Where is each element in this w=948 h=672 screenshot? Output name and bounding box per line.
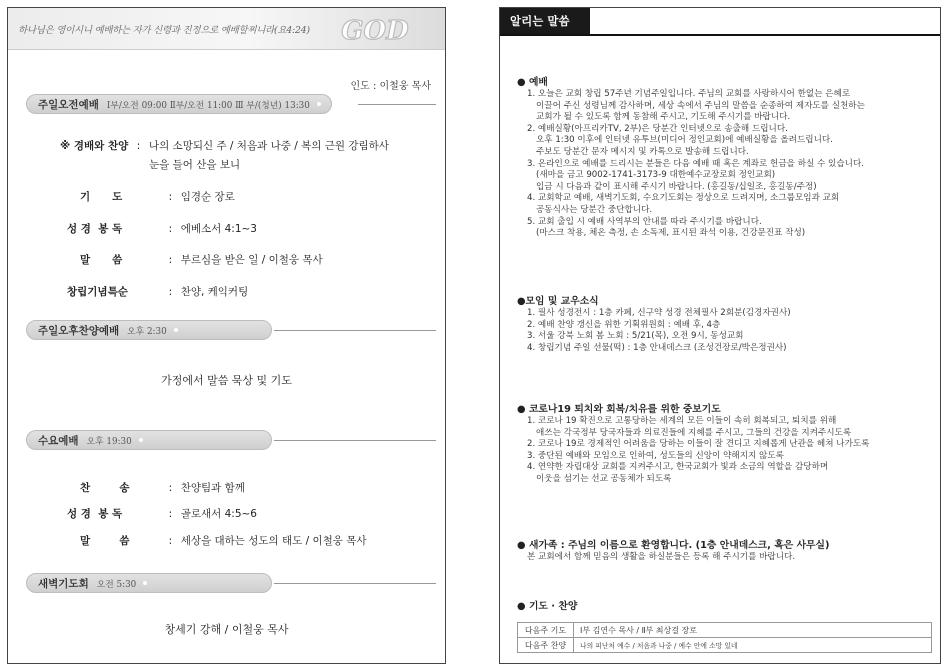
morning-service-pill	[26, 94, 332, 114]
item-sermon: 말 씀 : 세상을 대하는 성도의 태도 / 이철웅 목사	[80, 535, 367, 547]
god-logo-text: GOD	[341, 16, 409, 46]
item-label: 성 경 봉 독	[67, 508, 123, 520]
section-name: 수요예배	[38, 434, 79, 447]
notice-line: 1. 코로나 19 확진으로 고통당하는 세계의 모든 이들이 속히 회복되고, 퇴치를 위해	[527, 416, 837, 426]
item-label: 성 경 봉 독	[67, 223, 123, 235]
dawn-prayer-pill	[26, 573, 272, 593]
section-time: 오후 2:30	[127, 326, 167, 337]
prayer-praise-table	[517, 622, 932, 653]
afternoon-service-bar	[26, 320, 436, 340]
notice-line: 공동식사는 당분간 중단합니다.	[536, 204, 653, 215]
item-value: 임경순 장로	[180, 191, 235, 203]
notice-line: 입금 시 다음과 같이 표시해 주시기 바랍니다. (홍길동/십일조, 홍길동/주정)	[536, 181, 817, 192]
prayer-praise-section	[517, 600, 935, 613]
divider-line	[358, 104, 436, 105]
notice-line: 3. 중단된 예배와 모임으로 인하여, 성도들의 신앙이 약해지지 않도록	[527, 450, 784, 461]
table-key: 다음주 기도	[518, 623, 574, 638]
banner-verse: 하나님은 영이시니 예배하는 자가 신령과 진정으로 예배할찌니라(요4:24)	[18, 25, 310, 36]
item-praise-cont: 눈을 들어 산을 보니	[149, 159, 241, 171]
item-value: 에베소서 4:1~3	[180, 223, 257, 235]
god-logo	[338, 12, 412, 46]
notice-line: 4. 연약한 자립대상 교회를 지켜주시고, 한국교회가 빛과 소금의 역할을 감당하며	[527, 462, 829, 473]
newcomer-notice	[517, 539, 935, 564]
item-label: 말 씀	[80, 535, 130, 547]
worship-order-page	[7, 7, 446, 664]
morning-service-bar	[26, 94, 436, 114]
notice-line: 교회가 될 수 있도록 함께 동참해 주시고, 기도해 주시기를 바랍니다.	[536, 112, 791, 123]
bullet-dot	[143, 581, 147, 585]
presider-label: 인도 : 이철웅 목사	[350, 81, 431, 92]
notice-line: (새마을 금고 9002-1741-3173-9 대한예수교장로회 정인교회)	[536, 170, 776, 181]
item-value: 골로새서 4:5~6	[180, 508, 257, 520]
dawn-prayer-bar	[26, 573, 436, 593]
notice-line: 2. 코로나 19로 경제적인 어려움을 당하는 이들이 잘 견디고 지혜롭게 난관을 헤쳐 나가도록	[527, 439, 870, 450]
item-value: 찬양팀과 함께	[180, 482, 245, 494]
section-time: 오후 19:30	[86, 436, 132, 447]
notice-line: 4. 창립기념 주일 선물(떡) : 1층 안내데스크 (조성건장로/박은정권사)	[527, 342, 787, 353]
notice-heading: ● 새가족 : 주님의 이름으로 환영합니다. (1층 안내데스크, 혹은 사무실)	[517, 540, 830, 551]
bullet-dot	[139, 438, 143, 442]
notice-line: 5. 교회 출입 시 예배 사역부의 안내를 따라 주시기를 바랍니다.	[527, 216, 762, 227]
notice-line: 이끌어 주신 성령님께 감사하며, 세상 속에서 주님의 말씀을 순종하여 제자도를 실천하는	[536, 100, 865, 111]
notice-line: 3. 온라인으로 예배를 드리시는 분들은 다음 예배 때 혹은 계좌로 헌금을 하실 수 있습니다.	[527, 158, 864, 169]
bullet-dot	[317, 102, 321, 106]
item-reading: 성 경 봉 독 : 골로새서 4:5~6	[67, 508, 257, 520]
item-label: 찬 송	[80, 482, 130, 494]
afternoon-service-pill	[26, 320, 272, 340]
item-label: ※ 경배와 찬양	[60, 140, 129, 152]
notice-heading: ● 코로나19 퇴치와 회복/치유를 위한 중보기도	[517, 404, 721, 415]
section-time: Ⅰ부/오전 09:00 Ⅱ부/오전 11:00 Ⅲ 부/(청년) 13:30	[106, 100, 310, 111]
notice-line: 본 교회에서 함께 믿음의 생활을 하실분들은 등록 해 주시기를 바랍니다.	[527, 552, 796, 562]
item-reading: 성 경 봉 독 : 에베소서 4:1~3	[67, 223, 257, 235]
table-key: 다음주 찬양	[518, 638, 574, 653]
item-praise: ※ 경배와 찬양 : 나의 소망되신 주 / 처음과 나중 / 복의 근원 강림하사	[60, 140, 389, 152]
notice-line: 1. 오늘은 교회 창립 57주년 기념주일입니다. 주님의 교회를 사랑하시어 한없는 은혜로	[527, 89, 851, 99]
table-row	[518, 623, 932, 638]
notice-line: (마스크 착용, 체온 측정, 손 소독제, 표시된 좌석 이용, 건강문진표 작성)	[536, 228, 806, 239]
notice-line: 애쓰는 각국정부 당국자들과 의료진들에 지혜를 주시고, 그들의 건강을 지켜주시도록	[536, 427, 852, 438]
divider-line	[274, 440, 436, 441]
divider-line	[274, 583, 436, 584]
item-label: 창립기념특순	[67, 286, 128, 298]
meetings-notices	[517, 295, 935, 354]
notice-heading: ●모임 및 교우소식	[517, 296, 599, 307]
notice-line: 오후 1:30 이후에 인터넷 유투브(미디어 정인교회)에 예배실황을 올려드립니다.	[536, 135, 833, 146]
covid-prayer-notices	[517, 403, 935, 486]
divider-line	[274, 330, 436, 331]
notices-page	[499, 7, 941, 664]
notice-line: 2. 예배실황(아프리카TV, 2부)은 당분간 인터넷으로 송출해 드립니다.	[527, 123, 788, 134]
dawn-text: 창세기 강해 / 이철웅 목사	[164, 623, 289, 636]
scripture-banner	[8, 8, 445, 50]
table-value: Ⅰ부 김연수 목사 / Ⅱ부 최상걸 장로	[574, 623, 932, 638]
afternoon-text: 가정에서 말씀 묵상 및 기도	[161, 374, 292, 387]
item-hymn: 찬 송 : 찬양팀과 함께	[80, 482, 245, 494]
table-row	[518, 638, 932, 653]
notice-line: 3. 서울 강북 노회 봄 노회 : 5/21(목), 오전 9시, 동성교회	[527, 331, 744, 342]
notice-heading: ● 예배	[517, 77, 548, 88]
section-name: 주일오전예배	[38, 98, 99, 111]
bullet-dot	[174, 328, 178, 332]
notice-line: 2. 예배 찬양 갱신을 위한 기획위원회 : 예배 후, 4층	[527, 319, 721, 330]
item-sermon: 말 씀 : 부르심을 받은 일 / 이철웅 목사	[80, 254, 323, 266]
notice-line: 주보도 당분간 문자 메시지 및 카톡으로 발송해 드립니다.	[536, 146, 749, 157]
item-value: 세상을 대하는 성도의 태도 / 이철웅 목사	[180, 535, 367, 547]
wednesday-service-bar	[26, 430, 436, 450]
section-name: 주일오후찬양예배	[38, 324, 120, 337]
item-value: 부르심을 받은 일 / 이철웅 목사	[180, 254, 323, 266]
item-value: 찬양, 케익커팅	[180, 286, 249, 298]
notices-title: 알리는 말씀	[500, 8, 590, 34]
table-value: 나의 피난처 예수 / 처음과 나중 / 예수 안에 소망 있네	[574, 638, 932, 653]
notice-line: 이웃을 섬기는 선교 공동체가 되도록	[536, 473, 672, 484]
section-name: 새벽기도회	[38, 577, 89, 590]
item-prayer: 기 도 : 임경순 장로	[80, 191, 235, 203]
worship-notices	[517, 76, 935, 240]
wednesday-service-pill	[26, 430, 272, 450]
section-time: 오전 5:30	[96, 579, 137, 590]
notice-heading: ● 기도 · 찬양	[517, 601, 578, 612]
item-label: 말 씀	[80, 254, 123, 266]
item-label: 기 도	[80, 191, 123, 203]
notices-header	[500, 8, 940, 36]
notice-line: 1. 필사 성경전시 : 1층 카페, 신구약 성경 전체필사 2회분(김경자권사)	[527, 308, 791, 318]
item-value: 나의 소망되신 주 / 처음과 나중 / 복의 근원 강림하사	[148, 140, 389, 152]
notice-line: 4. 교회학교 예배, 새벽기도회, 수요기도회는 정상으로 드려지며, 소그룹모임과 교회	[527, 193, 840, 204]
item-special: 창립기념특순 : 찬양, 케익커팅	[67, 286, 249, 298]
